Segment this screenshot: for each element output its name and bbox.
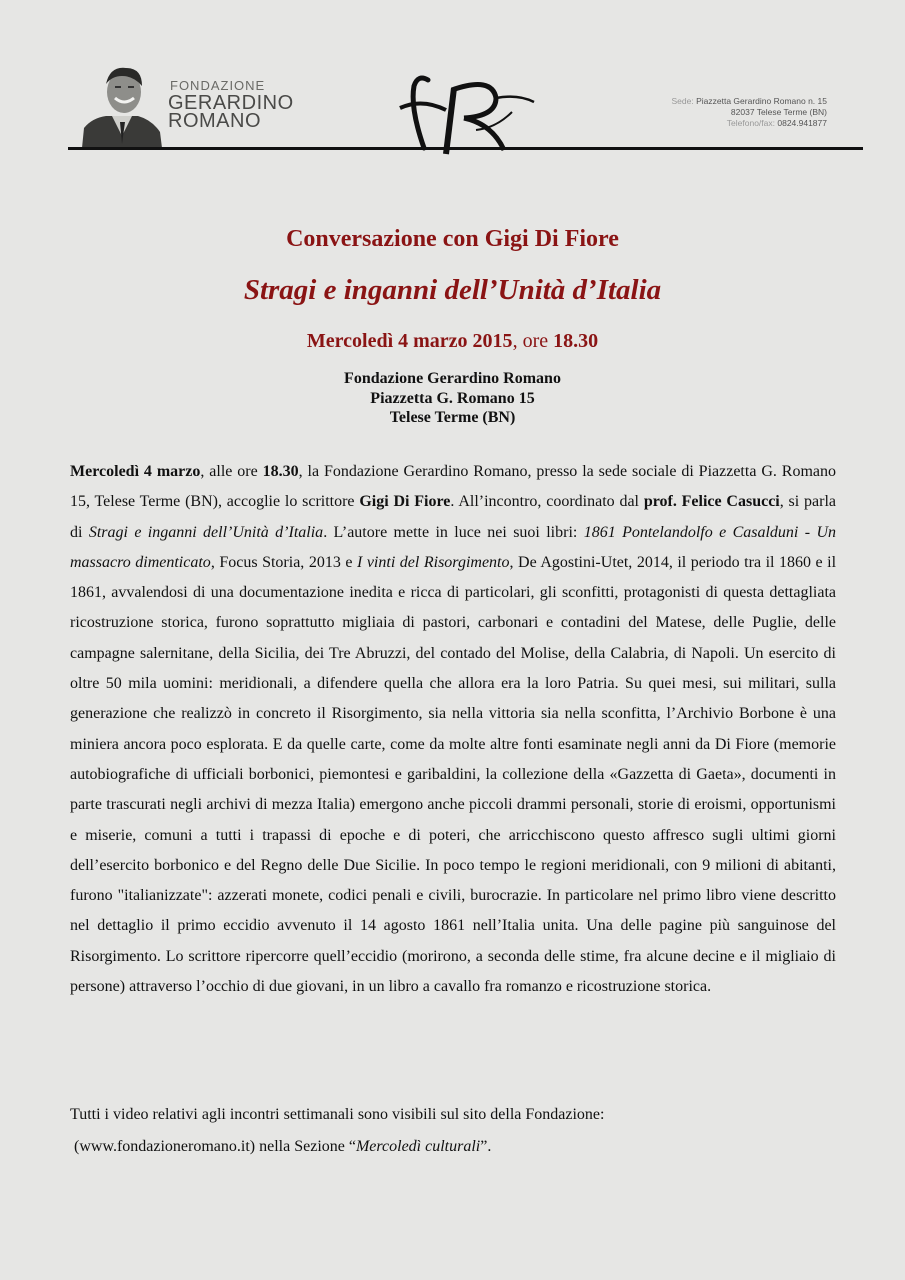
body-moderator-name: prof. Felice Casucci (643, 493, 780, 511)
body-date: Mercoledì 4 marzo (70, 463, 201, 480)
venue-street: Piazzetta G. Romano 15 (370, 389, 535, 407)
body-text-run: . All’incontro, coordinato dal (450, 493, 644, 511)
founder-portrait (82, 62, 162, 148)
org-label-small: FONDAZIONE (170, 78, 266, 93)
event-date-time: 18.30 (553, 330, 599, 352)
body-time: 18.30 (262, 463, 299, 480)
venue-city: Telese Terme (BN) (389, 409, 516, 426)
org-name-line1: GERARDINO (168, 92, 294, 114)
footer-section-name: Mercoledì culturali (355, 1138, 481, 1155)
event-date-day: Mercoledì 4 marzo 2015 (306, 330, 513, 352)
event-date (0, 330, 905, 353)
address-line2: 82037 Telese Terme (BN) (730, 107, 827, 117)
address-block (672, 96, 827, 129)
phone-label: Telefono/fax: (726, 118, 775, 128)
letterhead (0, 0, 905, 160)
phone-number: 0824.941877 (777, 118, 827, 128)
event-subtitle: Stragi e inganni dell’Unità d’Italia (243, 274, 662, 306)
body-text-run: , De Agostini-Utet, 2014, il periodo tra il 1860 e il 1861, avvalendosi di una documentazione inedita e ricca di particolari, gli sconfitti, protagonisti di questa dettagliata ricostruzione storica, furono soprattutto migliaia di pastori, carbonari e contadini del Matese, delle Puglie, delle campagne salernitane, della Sicilia, dei Tre Abruzzi, del contado del Molise, della Calabria, di Napoli. Un esercito di oltre 50 mila uomini: meridionali, a difendere quella che allora era la loro Patria. Su quei mesi, sui militari, sulla generazione che realizzò in concreto il Risorgimento, sia nella vittoria sia nella sconfitta, l’Archivio Borbone è una miniera ancora poco esplorata. E da quelle carte, come da molte altre fonti esaminate negli anni da Di Fiore (memorie autobiografiche di ufficiali borbonici, piemontesi e garibaldini, la collezione della «Gazzetta di Gaeta», documenti in parte trascurati negli archivi di mezza Italia) emergono anche piccoli drammi personali, storie di eroismi, opportunismi e miserie, comuni a tutti i trapassi di epoche e di poteri, che arricchiscono questo affresco sugli ultimi giorni dell’esercito borbonico e del Regno delle Due Sicilie. In poco tempo le regioni meridionali, con 9 milioni di abitanti, furono "italianizzate": azzerati monete, codici penali e civili, burocrazie. In particolare nel primo libro viene descritto nel dettaglio il primo eccidio avvenuto il 14 agosto 1861 nell’Italia unita. Una delle pagine più sanguinose del Risorgimento. Lo scrittore ripercorre quell’eccidio (morirono, a seconda delle stime, fra alcune decine e il migliaio di persone) attraverso l’occhio di due giovani, in un libro a cavallo fra romanzo e ricostruzione storica. (70, 553, 837, 996)
footer-website (74, 1138, 491, 1156)
venue-block (0, 369, 905, 428)
event-date-sep: , ore (512, 330, 554, 352)
body-text-run: , la Fondazione Gerardino Romano, presso la sede sociale di Piazzetta G. Romano 15, Telese Terme (BN), accoglie lo scrittore (70, 463, 836, 511)
org-name-line2: ROMANO (168, 110, 261, 132)
body-book-title-1: 1861 Pontelandolfo e Casalduni - Un massacro dimenticato (70, 523, 836, 571)
fr-monogram-logo (392, 68, 542, 156)
venue-name: Fondazione Gerardino Romano (344, 370, 561, 387)
address-line1: Piazzetta Gerardino Romano n. 15 (696, 96, 827, 106)
body-book-title-2: I vinti del Risorgimento (356, 553, 510, 571)
address-label: Sede: (671, 96, 694, 106)
body-text-run: , Focus Storia, 2013 e (210, 553, 357, 571)
event-title: Conversazione con Gigi Di Fiore (286, 226, 619, 252)
body-text-run: , alle ore (200, 463, 263, 480)
header-divider (68, 147, 863, 150)
body-author-name: Gigi Di Fiore (359, 493, 451, 511)
body-text-run: , si parla di (70, 493, 836, 541)
body-talk-title: Stragi e inganni dell’Unità d’Italia (88, 523, 324, 541)
body-text-run: . L’autore mette in luce nei suoi libri: (323, 523, 584, 541)
body-paragraph (70, 457, 836, 1002)
footer-text-run: (www.fondazioneromano.it) nella Sezione “ (74, 1138, 356, 1155)
footer-text-run: ”. (480, 1138, 492, 1155)
footer-note: Tutti i video relativi agli incontri settimanali sono visibili sul sito della Fondazione: (70, 1106, 605, 1123)
